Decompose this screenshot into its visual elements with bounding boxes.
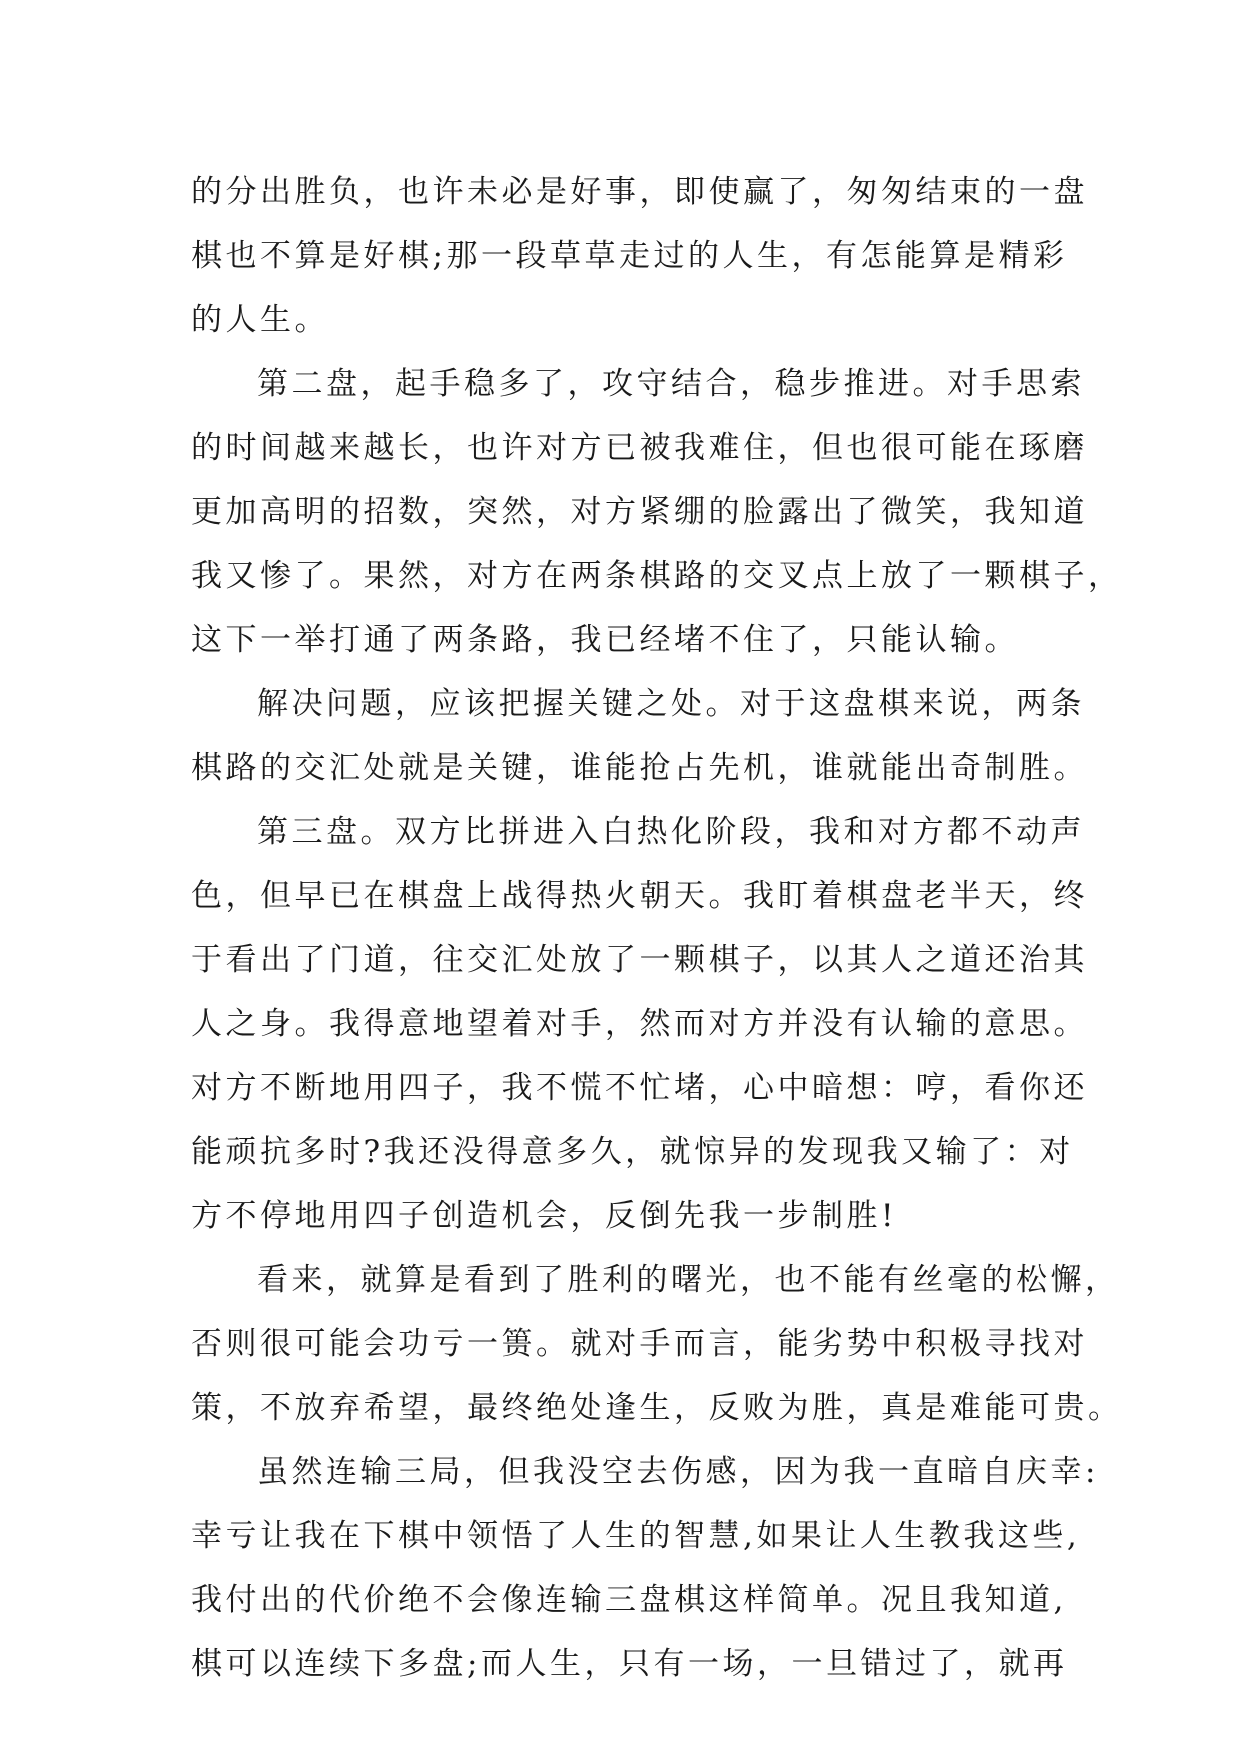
text-line: 幸亏让我在下棋中领悟了人生的智慧,如果让人生教我这些, <box>191 1518 1081 1554</box>
text-line: 虽然连输三局，但我没空去伤感，因为我一直暗自庆幸: <box>257 1454 1099 1490</box>
text-line: 人之身。我得意地望着对手，然而对方并没有认输的意思。 <box>191 1006 1088 1042</box>
paragraph <box>191 1440 1099 1696</box>
text-line: 色，但早已在棋盘上战得热火朝天。我盯着棋盘老半天，终 <box>191 878 1088 914</box>
paragraph <box>191 800 1088 1248</box>
paragraph <box>191 352 1123 672</box>
text-line: 第二盘，起手稳多了，攻守结合，稳步推进。对手思索 <box>257 366 1085 402</box>
text-line: 策，不放弃希望，最终绝处逢生，反败为胜，真是难能可贵。 <box>191 1390 1123 1426</box>
paragraph <box>191 1248 1123 1440</box>
paragraph <box>191 160 1088 352</box>
text-line: 方不停地用四子创造机会，反倒先我一步制胜! <box>191 1198 897 1234</box>
text-line: 棋可以连续下多盘;而人生，只有一场，一旦错过了，就再 <box>191 1646 1068 1682</box>
text-line: 看来，就算是看到了胜利的曙光，也不能有丝毫的松懈， <box>257 1262 1120 1298</box>
document-body <box>191 160 1123 1696</box>
text-line: 的分出胜负，也许未必是好事，即使赢了，匆匆结束的一盘 <box>191 174 1088 210</box>
text-line: 的人生。 <box>191 302 329 338</box>
text-line: 对方不断地用四子，我不慌不忙堵，心中暗想：哼，看你还 <box>191 1070 1088 1106</box>
text-line: 第三盘。双方比拼进入白热化阶段，我和对方都不动声 <box>257 814 1085 850</box>
text-line: 的时间越来越长，也许对方已被我难住，但也很可能在琢磨 <box>191 430 1088 466</box>
text-line: 这下一举打通了两条路，我已经堵不住了，只能认输。 <box>191 622 1019 658</box>
text-line: 我付出的代价绝不会像连输三盘棋这样简单。况且我知道, <box>191 1582 1067 1618</box>
text-line: 于看出了门道，往交汇处放了一颗棋子，以其人之道还治其 <box>191 942 1088 978</box>
text-line: 我又惨了。果然，对方在两条棋路的交叉点上放了一颗棋子， <box>191 558 1123 594</box>
text-line: 解决问题，应该把握关键之处。对于这盘棋来说，两条 <box>257 686 1085 722</box>
text-line: 否则很可能会功亏一篑。就对手而言，能劣势中积极寻找对 <box>191 1326 1088 1362</box>
paragraph <box>191 672 1088 800</box>
text-line: 棋路的交汇处就是关键，谁能抢占先机，谁就能出奇制胜。 <box>191 750 1088 786</box>
text-line: 棋也不算是好棋;那一段草草走过的人生，有怎能算是精彩 <box>191 238 1068 274</box>
text-line: 更加高明的招数，突然，对方紧绷的脸露出了微笑，我知道 <box>191 494 1088 530</box>
text-line: 能顽抗多时?我还没得意多久，就惊异的发现我又输了：对 <box>191 1134 1074 1170</box>
